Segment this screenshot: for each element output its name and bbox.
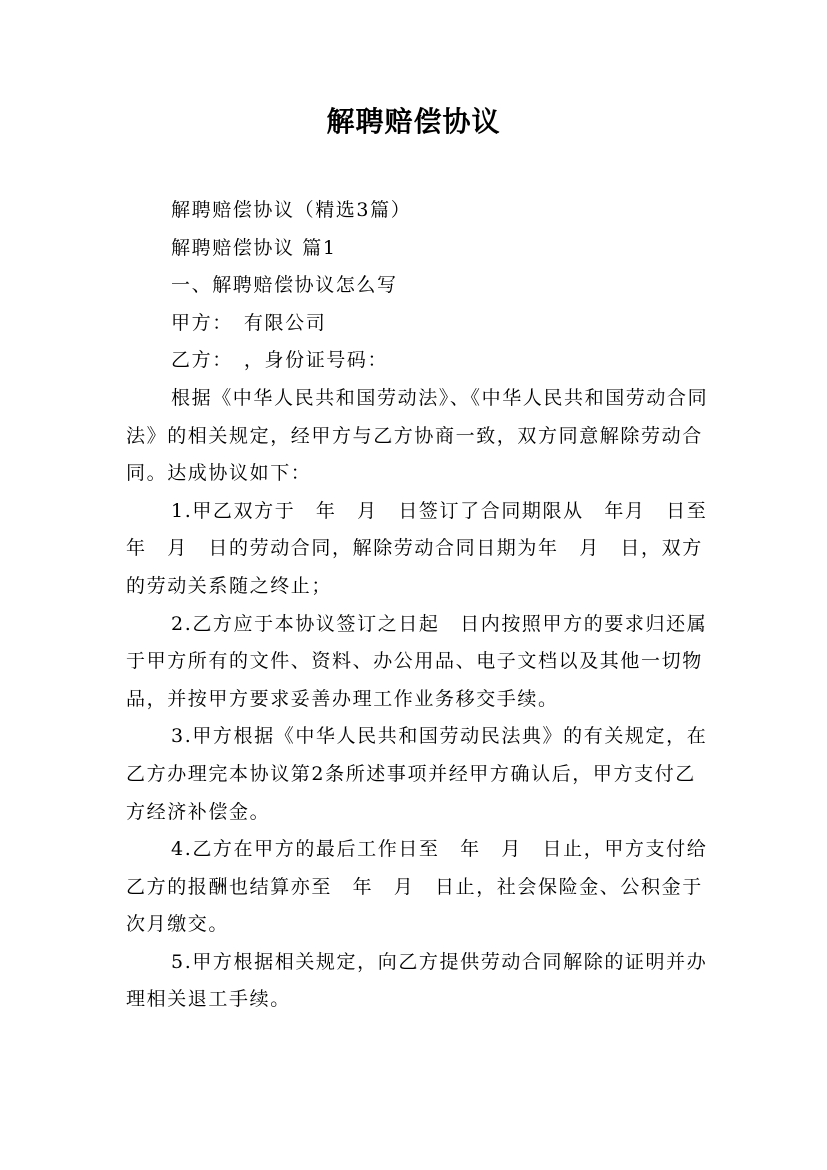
paragraph-clause-1: 1.甲乙双方于 年 月 日签订了合同期限从 年月 日至 年 月 日的劳动合同，解除劳动合同日期为年 月 日，双方的劳动关系随之终止； — [126, 499, 728, 597]
paragraph-party-b: 乙方： ，身份证号码： — [171, 349, 389, 372]
paragraph-clause-4: 4.乙方在甲方的最后工作日至 年 月 日止，甲方支付给乙方的报酬也结算亦至 年 月 日止，社会保险金、公积金于次月缴交。 — [126, 838, 708, 936]
paragraph-clause-3: 3.甲方根据《中华人民共和国劳动民法典》的有关规定，在乙方办理完本协议第2条所述事项并经甲方确认后，甲方支付乙方经济补偿金。 — [126, 725, 708, 823]
paragraph-party-a: 甲方： 有限公司 — [171, 311, 327, 334]
paragraph-section-heading: 解聘赔偿协议 篇1 — [171, 236, 337, 259]
paragraph-subtitle: 解聘赔偿协议（精选3篇） — [171, 199, 412, 221]
paragraph-preamble: 根据《中华人民共和国劳动法》、《中华人民共和国劳动合同法》的相关规定，经甲方与乙方协商一致，双方同意解除劳动合同。达成协议如下： — [126, 386, 709, 485]
paragraph-clause-2: 2.乙方应于本协议签订之日起 日内按照甲方的要求归还属于甲方所有的文件、资料、办公用品、电子文档以及其他一切物品，并按甲方要求妥善办理工作业务移交手续。 — [126, 612, 708, 710]
document-body — [126, 192, 728, 1019]
paragraph-heading-how-to-write: 一、解聘赔偿协议怎么写 — [171, 274, 398, 297]
document-title: 解聘赔偿协议 — [326, 105, 501, 138]
paragraph-clause-5: 5.甲方根据相关规定，向乙方提供劳动合同解除的证明并办理相关退工手续。 — [126, 950, 708, 1011]
